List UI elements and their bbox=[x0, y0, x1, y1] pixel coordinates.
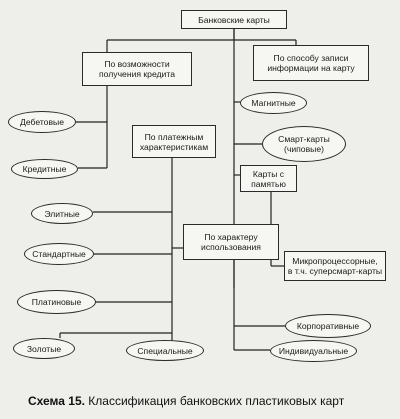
payment-type-elite: Элитные bbox=[31, 203, 93, 224]
criterion-credit: По возможности получения кредита bbox=[82, 52, 192, 86]
recording-type-smart: Смарт-карты (чиповые) bbox=[262, 126, 346, 162]
credit-type-credit: Кредитные bbox=[11, 159, 78, 179]
criterion-payment: По платежным характеристикам bbox=[132, 125, 216, 158]
payment-type-gold: Золотые bbox=[13, 338, 75, 359]
usage-type-corporate: Корпоративные bbox=[285, 314, 371, 338]
caption-label: Схема 15. bbox=[28, 394, 85, 408]
recording-type-memory: Карты с памятью bbox=[240, 165, 297, 192]
recording-type-magnetic: Магнитные bbox=[240, 92, 307, 114]
payment-type-standard: Стандартные bbox=[24, 243, 94, 265]
diagram-caption bbox=[28, 394, 378, 408]
payment-type-platinum: Платиновые bbox=[17, 290, 96, 314]
caption-text: Классификация банковских пластиковых карт bbox=[84, 394, 345, 408]
usage-type-individual: Индивидуальные bbox=[270, 340, 357, 362]
credit-type-debit: Дебетовые bbox=[8, 111, 76, 133]
criterion-usage: По характеру использования bbox=[183, 224, 279, 260]
recording-type-microprocessor: Микропроцессорные, в т.ч. суперсмарт-карты bbox=[284, 251, 386, 281]
criterion-recording: По способу записи информации на карту bbox=[253, 45, 369, 81]
payment-type-special: Специальные bbox=[126, 340, 204, 361]
root-node: Банковские карты bbox=[181, 10, 287, 29]
